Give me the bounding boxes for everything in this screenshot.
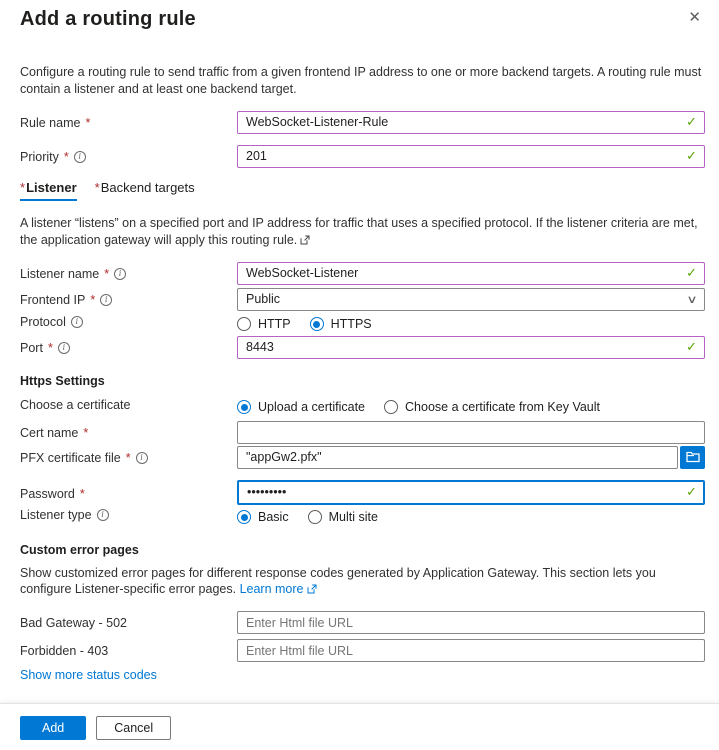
https-settings-heading: Https Settings — [20, 373, 105, 388]
password-input[interactable] — [237, 480, 705, 505]
browse-file-button[interactable] — [680, 446, 705, 469]
password-label: Password — [20, 486, 75, 501]
radio-upload-certificate-label[interactable]: Upload a certificate — [258, 400, 366, 414]
dialog-header — [20, 8, 705, 31]
field-row-protocol — [20, 315, 705, 333]
required-asterisk: * — [63, 149, 69, 164]
radio-key-vault-certificate-label[interactable]: Choose a certificate from Key Vault — [405, 400, 601, 414]
radio-http-label[interactable]: HTTP — [258, 317, 291, 331]
valid-check-icon: ✓ — [686, 114, 697, 130]
custom-error-pages-description: Show customized error pages for different response codes generated by Application Gateway. This section lets you configure Listener-specific error pages. Learn more — [20, 565, 700, 600]
required-asterisk: * — [20, 179, 26, 195]
cert-name-label: Cert name — [20, 425, 79, 440]
valid-check-icon: ✓ — [686, 148, 697, 164]
frontend-ip-selected-value: Public — [246, 292, 281, 306]
listener-type-label: Listener type — [20, 507, 92, 522]
add-button[interactable]: Add — [20, 716, 86, 740]
protocol-label: Protocol — [20, 314, 66, 329]
radio-multi-site[interactable] — [308, 510, 322, 524]
tab-backend-targets-label: Backend targets — [100, 179, 195, 195]
dialog-description: Configure a routing rule to send traffic from a given frontend IP address to one or more backend targets. A routing rule must contain a listener and at least one backend target. — [20, 65, 702, 96]
required-asterisk: * — [94, 179, 100, 195]
valid-check-icon: ✓ — [686, 265, 697, 280]
chevron-down-icon: ∨ — [686, 293, 698, 306]
required-asterisk: * — [90, 292, 96, 307]
tab-listener[interactable] — [20, 180, 77, 201]
tab-backend-targets[interactable] — [95, 180, 195, 201]
field-row-choose-certificate — [20, 398, 705, 416]
info-icon[interactable]: i — [74, 151, 86, 163]
priority-label: Priority — [20, 149, 59, 164]
rule-name-label: Rule name — [20, 115, 81, 130]
field-row-cert-name — [20, 421, 705, 444]
rule-name-input[interactable] — [237, 111, 705, 134]
port-label: Port — [20, 340, 43, 355]
forbidden-label: Forbidden - 403 — [20, 644, 109, 659]
info-icon[interactable]: i — [100, 294, 112, 306]
close-icon[interactable]: ✕ — [688, 9, 701, 26]
listener-name-input[interactable] — [237, 262, 705, 285]
required-asterisk: * — [104, 266, 110, 281]
radio-basic[interactable] — [237, 510, 251, 524]
choose-certificate-label: Choose a certificate — [20, 397, 131, 412]
field-row-password — [20, 480, 705, 505]
field-row-listener-name — [20, 262, 705, 285]
radio-multi-site-label[interactable]: Multi site — [328, 510, 378, 524]
learn-more-link[interactable]: Learn more — [240, 582, 317, 596]
show-more-status-codes-link[interactable]: Show more status codes — [20, 668, 157, 683]
radio-upload-certificate[interactable] — [237, 400, 251, 414]
field-row-pfx-certificate-file — [20, 446, 705, 469]
tab-listener-label: Listener — [26, 179, 77, 195]
field-row-bad-gateway-502 — [20, 611, 705, 634]
field-row-port — [20, 336, 705, 359]
bad-gateway-url-input[interactable] — [237, 611, 705, 634]
info-icon[interactable]: i — [114, 268, 126, 280]
forbidden-url-input[interactable] — [237, 639, 705, 662]
field-row-rule-name — [20, 111, 705, 134]
dialog-footer — [0, 703, 719, 750]
listener-name-label: Listener name — [20, 266, 100, 281]
field-row-forbidden-403 — [20, 639, 705, 662]
required-asterisk: * — [125, 450, 131, 465]
valid-check-icon: ✓ — [686, 339, 697, 354]
required-asterisk: * — [47, 340, 53, 355]
custom-error-pages-heading: Custom error pages — [20, 542, 139, 557]
radio-https[interactable] — [310, 317, 324, 331]
pfx-file-label: PFX certificate file — [20, 450, 121, 465]
info-icon[interactable]: i — [58, 342, 70, 354]
radio-https-label[interactable]: HTTPS — [330, 317, 372, 331]
info-icon[interactable]: i — [136, 452, 148, 464]
radio-http[interactable] — [237, 317, 251, 331]
cancel-button[interactable]: Cancel — [96, 716, 171, 740]
valid-check-icon: ✓ — [686, 484, 697, 499]
required-asterisk: * — [83, 425, 89, 440]
frontend-ip-label: Frontend IP — [20, 292, 86, 307]
pfx-file-input[interactable] — [237, 446, 678, 469]
required-asterisk: * — [79, 486, 85, 501]
priority-input[interactable] — [237, 145, 705, 168]
radio-basic-label[interactable]: Basic — [258, 510, 289, 524]
external-link-icon — [307, 582, 317, 599]
bad-gateway-label: Bad Gateway - 502 — [20, 616, 128, 631]
listener-section-description: A listener “listens” on a specified port and IP address for traffic that uses a specified protocol. If the listener criteria are met, the application gateway will apply this routing rule. — [20, 215, 700, 250]
port-input[interactable] — [237, 336, 705, 359]
field-row-listener-type — [20, 508, 705, 526]
page-title: Add a routing rule — [20, 8, 196, 30]
required-asterisk: * — [85, 115, 91, 130]
info-icon[interactable]: i — [71, 316, 83, 328]
field-row-priority — [20, 145, 705, 168]
info-icon[interactable]: i — [97, 509, 109, 521]
folder-icon — [686, 451, 700, 463]
external-link-icon[interactable] — [300, 233, 310, 250]
frontend-ip-dropdown[interactable] — [237, 288, 705, 311]
cert-name-input[interactable] — [237, 421, 705, 444]
radio-key-vault-certificate[interactable] — [384, 400, 398, 414]
field-row-frontend-ip — [20, 288, 705, 311]
tab-bar — [20, 180, 705, 201]
